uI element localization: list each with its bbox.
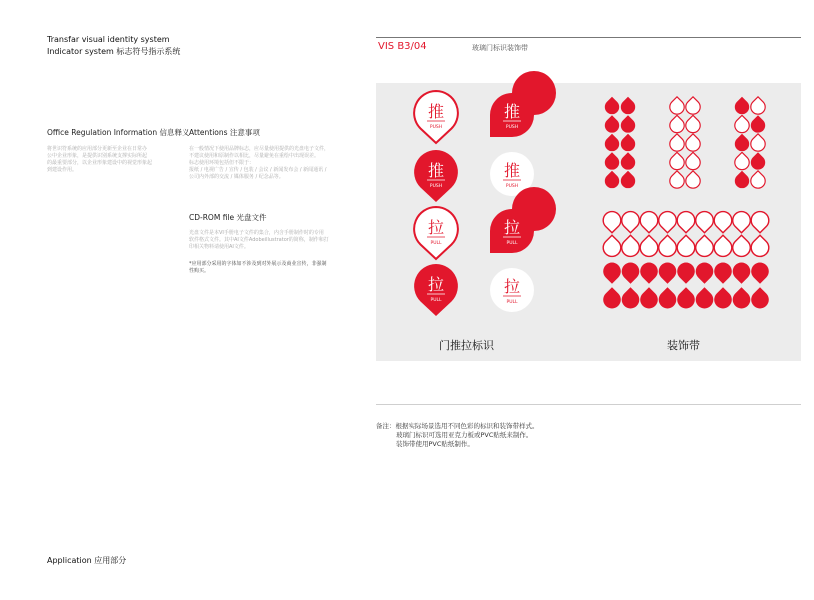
deco-drop bbox=[686, 134, 700, 151]
deco-drop bbox=[751, 263, 769, 284]
pull-sign-circle-white bbox=[490, 268, 534, 312]
deco-drop bbox=[751, 134, 765, 151]
deco-drop bbox=[751, 212, 769, 233]
deco-drop bbox=[622, 235, 640, 256]
office-body-line: 公中企业形象，是提供识别系统支撑实际所起 bbox=[47, 153, 148, 159]
push-char: 推 bbox=[427, 102, 445, 121]
deco-strip-vertical-filled bbox=[605, 97, 635, 188]
deco-drop bbox=[714, 287, 732, 308]
office-regulation-title: Office Regulation Information 信息释义 bbox=[47, 128, 190, 137]
pull-char: 拉 bbox=[503, 218, 521, 237]
pull-char: 拉 bbox=[427, 275, 445, 294]
deco-drop bbox=[603, 235, 621, 256]
deco-drop bbox=[733, 212, 751, 233]
deco-drop bbox=[751, 115, 765, 132]
deco-drop bbox=[696, 212, 714, 233]
deco-drop bbox=[605, 115, 619, 132]
deco-drop bbox=[622, 287, 640, 308]
deco-drop bbox=[735, 115, 749, 132]
deco-drop bbox=[733, 287, 751, 308]
deco-drop bbox=[686, 152, 700, 169]
deco-drop bbox=[659, 235, 677, 256]
deco-drop bbox=[670, 171, 684, 188]
header-subtitle: Indicator system 标志符号指示系统 bbox=[47, 47, 181, 56]
deco-drop bbox=[751, 171, 765, 188]
deco-drop bbox=[677, 212, 695, 233]
push-label: PUSH bbox=[429, 125, 443, 130]
office-body-line: 到建设作用。 bbox=[47, 167, 78, 173]
attentions-body-line: 公司内外部的交流 / 媒体服务 / 纪念品等。 bbox=[189, 174, 284, 180]
push-char: 推 bbox=[503, 102, 521, 121]
pull-char: 拉 bbox=[427, 218, 445, 237]
deco-drop bbox=[603, 212, 621, 233]
header-title-en: Transfar visual identity system bbox=[47, 35, 170, 44]
deco-drop bbox=[670, 152, 684, 169]
attentions-body-line: 在一般情况下使用品牌标志，应尽量使用提供的光盘电子文件， bbox=[189, 146, 330, 152]
push-char: 推 bbox=[427, 161, 445, 180]
deco-drop bbox=[686, 115, 700, 132]
deco-drop bbox=[735, 134, 749, 151]
deco-drop bbox=[751, 97, 765, 114]
push-label: PUSH bbox=[429, 184, 443, 189]
office-body-line: 的最重要部分，以企业形象建设中的视觉形象起 bbox=[47, 160, 153, 166]
attentions-body-line: 报纸 / 电视广告 / 宣传 / 包装 / 会议 / 新闻发布会 / 新闻通讯 / bbox=[189, 167, 327, 173]
deco-drop bbox=[640, 263, 658, 284]
deco-drop bbox=[670, 134, 684, 151]
deco-drop bbox=[733, 263, 751, 284]
door-sign-caption: 门推拉标识 bbox=[439, 339, 494, 352]
deco-drop bbox=[735, 152, 749, 169]
deco-drop bbox=[686, 171, 700, 188]
pull-label: PULL bbox=[430, 298, 442, 303]
page-code: VIS B3/04 bbox=[378, 41, 427, 52]
attentions-title: Attentions 注意事项 bbox=[189, 128, 260, 137]
deco-strip-caption: 装饰带 bbox=[667, 339, 700, 352]
deco-drop bbox=[751, 287, 769, 308]
page-title: 玻璃门标识装饰带 bbox=[472, 44, 528, 52]
deco-drop bbox=[621, 134, 635, 151]
deco-drop bbox=[696, 263, 714, 284]
note-line: 玻璃门标识可选用亚克力板或PVC贴纸来制作。 bbox=[396, 431, 533, 439]
cdrom-title: CD-ROM file 光盘文件 bbox=[189, 213, 267, 222]
deco-drop bbox=[714, 235, 732, 256]
push-sign-outline bbox=[414, 91, 458, 143]
deco-drop bbox=[670, 97, 684, 114]
deco-drop bbox=[677, 235, 695, 256]
notes-block bbox=[376, 422, 539, 449]
deco-drop bbox=[640, 235, 658, 256]
push-char: 推 bbox=[503, 161, 521, 180]
office-body-line: 将世识符系统的应用部分更新至企业在日常办 bbox=[47, 146, 148, 152]
deco-drop bbox=[621, 171, 635, 188]
deco-drop bbox=[621, 97, 635, 114]
deco-strip-vertical-mixed bbox=[735, 97, 765, 188]
deco-drop bbox=[733, 235, 751, 256]
deco-drop bbox=[622, 212, 640, 233]
deco-drop bbox=[621, 152, 635, 169]
deco-drop bbox=[659, 212, 677, 233]
push-label: PUSH bbox=[505, 184, 519, 189]
deco-drop bbox=[714, 212, 732, 233]
cdrom-body-line: 光盘文件是本VI手册电子文件的集合，内含手册制作时的专用 bbox=[189, 230, 324, 236]
deco-drop bbox=[640, 212, 658, 233]
note-line: 装饰带使用PVC贴纸制作。 bbox=[396, 440, 474, 448]
deco-drop bbox=[659, 263, 677, 284]
deco-drop bbox=[696, 287, 714, 308]
cdrom-body-line: 印相关物料请使用AI文件。 bbox=[189, 244, 249, 250]
deco-drop bbox=[621, 115, 635, 132]
deco-drop bbox=[696, 235, 714, 256]
push-sign-leaf-filled bbox=[490, 71, 556, 137]
middle-divider bbox=[376, 404, 801, 405]
pull-char: 拉 bbox=[503, 277, 521, 296]
deco-drop bbox=[605, 134, 619, 151]
deco-drop bbox=[605, 97, 619, 114]
pull-label: PULL bbox=[430, 241, 442, 246]
deco-drop bbox=[686, 97, 700, 114]
attentions-body-line: 标志使用环境包括但不限于： bbox=[189, 160, 255, 166]
pull-label: PULL bbox=[506, 300, 518, 305]
deco-drop bbox=[751, 235, 769, 256]
cdrom-note-line: *应用部分采用的字体如不涉及到对外展示及商业宣传，非强制 bbox=[189, 261, 327, 267]
deco-strip-horizontal-filled bbox=[603, 263, 769, 309]
deco-strip-horizontal-outline bbox=[603, 212, 769, 257]
deco-drop bbox=[603, 263, 621, 284]
footer-label: Application 应用部分 bbox=[47, 556, 127, 565]
deco-drop bbox=[622, 263, 640, 284]
deco-drop bbox=[735, 171, 749, 188]
deco-drop bbox=[670, 115, 684, 132]
pull-sign-outline bbox=[414, 207, 458, 259]
deco-drop bbox=[603, 287, 621, 308]
pull-sign-leaf-filled bbox=[490, 187, 556, 253]
deco-drop bbox=[677, 263, 695, 284]
deco-drop bbox=[640, 287, 658, 308]
cdrom-body-line: 软件格式文件。其中AI文件Adobeillustrator的简称，制作和打 bbox=[189, 237, 329, 243]
note-line: 备注：根据实际场景选用不同色彩的标识和装饰带样式。 bbox=[376, 422, 539, 430]
deco-strip-vertical-outline bbox=[670, 97, 700, 188]
push-sign-filled bbox=[414, 150, 458, 202]
deco-drop bbox=[659, 287, 677, 308]
deco-drop bbox=[605, 152, 619, 169]
deco-drop bbox=[735, 97, 749, 114]
deco-drop bbox=[714, 263, 732, 284]
pull-label: PULL bbox=[506, 241, 518, 246]
deco-drop bbox=[677, 287, 695, 308]
deco-drop bbox=[605, 171, 619, 188]
pull-sign-filled bbox=[414, 264, 458, 316]
attentions-body-line: 不建议使用和原制作以相比，尽量避免在重绘中出现误差。 bbox=[189, 153, 320, 159]
cdrom-note-line: 性购买。 bbox=[189, 268, 210, 274]
push-label: PUSH bbox=[505, 125, 519, 130]
deco-drop bbox=[751, 152, 765, 169]
